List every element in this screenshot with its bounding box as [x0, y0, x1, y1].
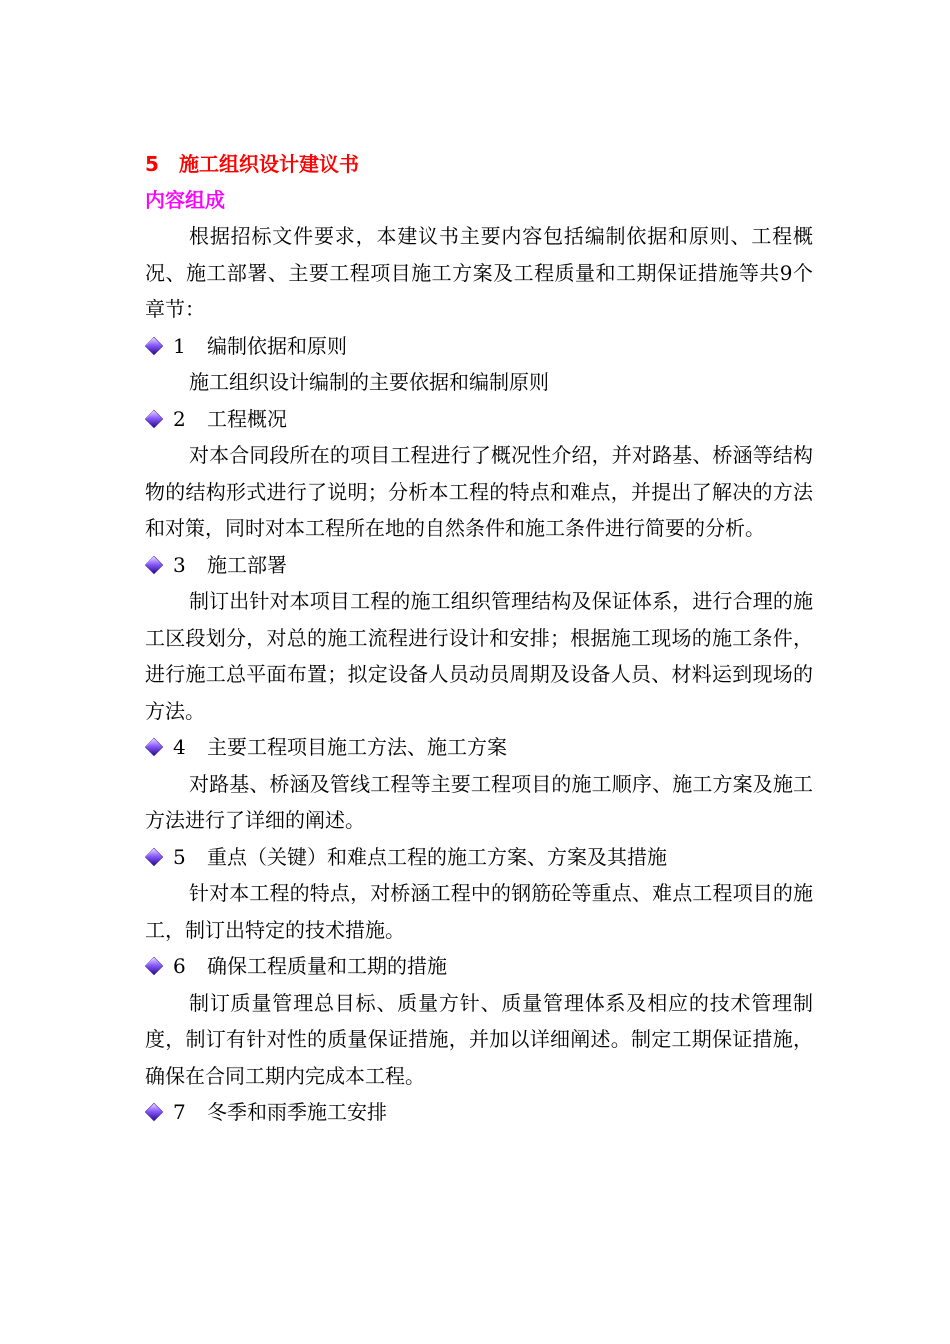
- diamond-bullet-icon: [146, 556, 163, 573]
- title-text: 施工组织设计建议书: [179, 152, 359, 176]
- chapter-heading: [145, 1094, 813, 1131]
- chapter-body: 对本合同段所在的项目工程进行了概况性介绍，并对路基、桥涵等结构物的结构形式进行了说明；分析本工程的特点和难点，并提出了解决的方法和对策，同时对本工程所在地的自然条件和施工条件进行简要的分析。: [145, 443, 813, 540]
- diamond-bullet-icon: [146, 848, 163, 865]
- chapter-title: 施工部署: [207, 552, 287, 577]
- chapter-body: 对路基、桥涵及管线工程等主要工程项目的施工顺序、施工方案及施工方法进行了详细的阐述。: [145, 771, 813, 832]
- chapter-number: 3: [173, 552, 186, 577]
- chapter-heading: [145, 547, 813, 584]
- chapter-heading: [145, 401, 813, 438]
- diamond-bullet-icon: [146, 958, 163, 975]
- chapter-number: 1: [173, 333, 186, 358]
- intro-paragraph: 根据招标文件要求，本建议书主要内容包括编制依据和原则、工程概况、施工部署、主要工程项目施工方案及工程质量和工期保证措施等共9个章节：: [145, 224, 813, 321]
- title-number: 5: [145, 152, 159, 176]
- chapter-body: 制订出针对本项目工程的施工组织管理结构及保证体系，进行合理的施工区段划分，对总的施工流程进行设计和安排；根据施工现场的施工条件，进行施工总平面布置；拟定设备人员动员周期及设备人员、材料运到现场的方法。: [145, 589, 813, 723]
- chapter-number: 4: [173, 735, 186, 759]
- chapter-title: 工程概况: [207, 406, 287, 431]
- chapter-body: 针对本工程的特点，对桥涵工程中的钢筋砼等重点、难点工程项目的施工，制订出特定的技术措施。: [145, 881, 813, 942]
- chapter-body: 施工组织设计编制的主要依据和编制原则: [189, 370, 549, 394]
- chapter-title: 冬季和雨季施工安排: [207, 1100, 387, 1124]
- chapter-title: 主要工程项目施工方法、施工方案: [207, 735, 507, 759]
- chapter-number: 5: [173, 844, 186, 869]
- document-title: [145, 146, 813, 182]
- chapter-title: 编制依据和原则: [207, 333, 347, 358]
- diamond-bullet-icon: [146, 410, 163, 427]
- diamond-bullet-icon: [146, 337, 163, 354]
- chapter-heading: [145, 328, 813, 365]
- chapter-body: 制订质量管理总目标、质量方针、质量管理体系及相应的技术管理制度，制订有针对性的质量保证措施，并加以详细阐述。制定工期保证措施，确保在合同工期内完成本工程。: [145, 990, 813, 1088]
- section-subtitle: 内容组成: [145, 188, 225, 212]
- chapter-heading: [145, 839, 813, 876]
- chapter-heading: [145, 729, 813, 766]
- document-page: [145, 146, 813, 1131]
- chapter-number: 6: [173, 954, 186, 978]
- diamond-bullet-icon: [146, 739, 163, 756]
- chapter-number: 2: [173, 406, 186, 431]
- diamond-bullet-icon: [146, 1104, 163, 1121]
- chapter-number: 7: [173, 1100, 186, 1124]
- chapter-title: 重点（关键）和难点工程的施工方案、方案及其措施: [207, 844, 667, 869]
- chapter-heading: [145, 948, 813, 985]
- chapter-title: 确保工程质量和工期的措施: [207, 954, 447, 978]
